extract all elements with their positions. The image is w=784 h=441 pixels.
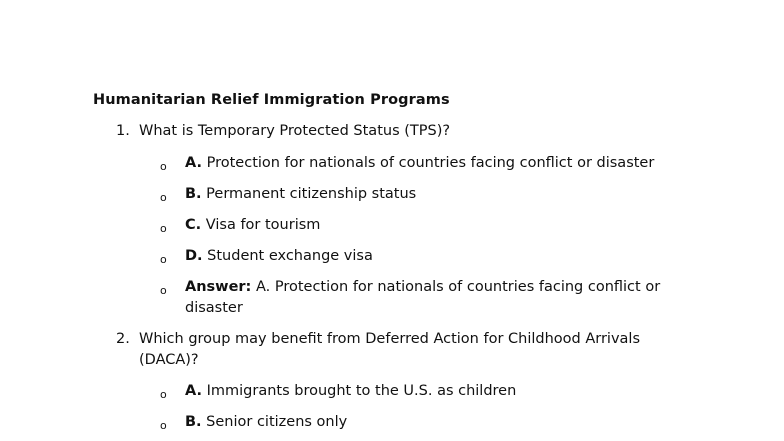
option-label: D.: [185, 248, 203, 264]
option-item: [160, 153, 720, 174]
answer-text: A. Protection for nationals of countries facing conflict or disaster: [185, 279, 661, 316]
option-label: C.: [185, 217, 202, 233]
option-label: A.: [185, 155, 202, 171]
option-text: Permanent citizenship status: [206, 186, 417, 202]
option-label: A.: [185, 383, 202, 399]
option-item: [160, 215, 720, 236]
answer-item: [160, 277, 690, 319]
answer-label: Answer:: [185, 279, 252, 295]
bullet-icon: o: [160, 284, 167, 297]
bullet-icon: o: [160, 191, 167, 204]
option-item: [160, 381, 720, 402]
option-item: [160, 412, 720, 433]
question-number: 1.: [116, 123, 130, 139]
question-number: 2.: [116, 331, 130, 347]
option-label: B.: [185, 414, 202, 430]
option-text: Senior citizens only: [206, 414, 348, 430]
option-text: Protection for nationals of countries facing conflict or disaster: [206, 155, 655, 171]
question-text: What is Temporary Protected Status (TPS)?: [139, 123, 451, 139]
document-title: Humanitarian Relief Immigration Programs: [93, 92, 450, 108]
question-1: [116, 121, 716, 142]
option-item: [160, 184, 720, 205]
bullet-icon: o: [160, 419, 167, 432]
option-text: Visa for tourism: [205, 217, 321, 233]
bullet-icon: o: [160, 253, 167, 266]
option-text: Student exchange visa: [207, 248, 373, 264]
bullet-icon: o: [160, 222, 167, 235]
option-text: Immigrants brought to the U.S. as children: [206, 383, 517, 399]
option-label: B.: [185, 186, 202, 202]
bullet-icon: o: [160, 160, 167, 173]
bullet-icon: o: [160, 388, 167, 401]
question-text: Which group may benefit from Deferred Action for Childhood Arrivals (DACA)?: [139, 331, 641, 368]
option-item: [160, 246, 720, 267]
question-2: [116, 329, 691, 371]
